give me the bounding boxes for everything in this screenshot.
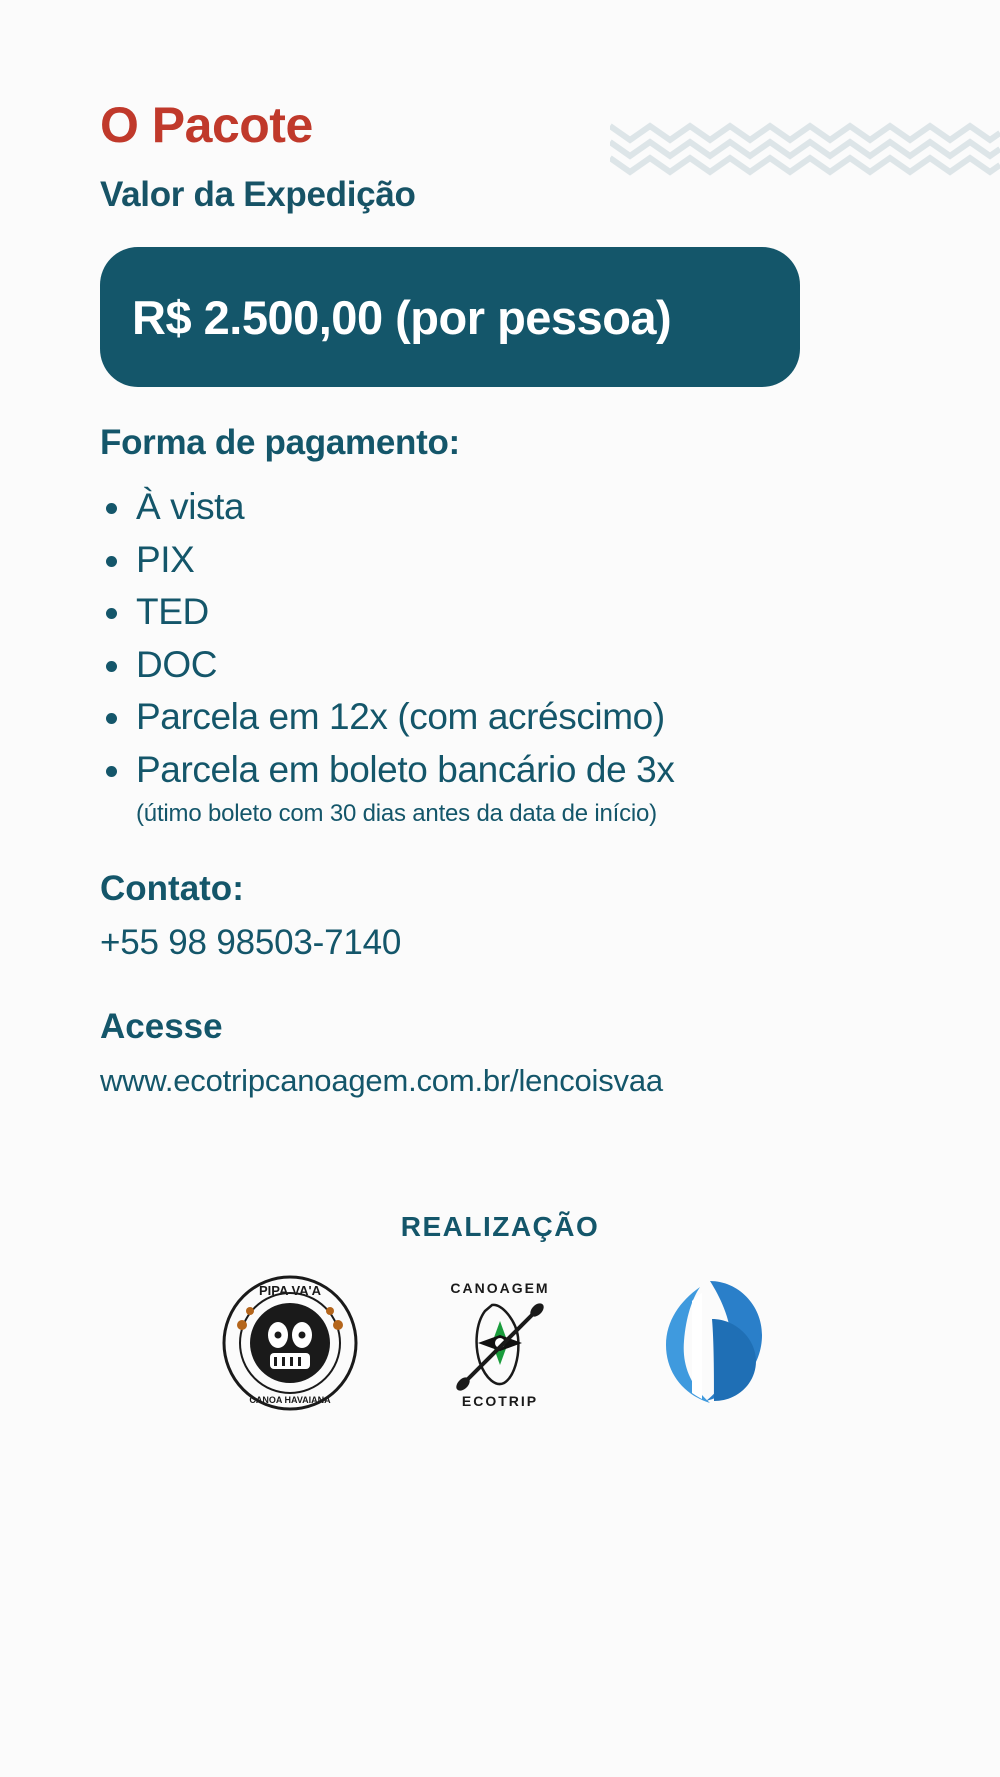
canoagem-ecotrip-logo xyxy=(430,1273,570,1413)
list-item xyxy=(100,744,900,830)
payment-options-list xyxy=(100,481,900,829)
payment-option-label: PIX xyxy=(136,538,195,580)
payment-option-label: DOC xyxy=(136,643,218,685)
list-item xyxy=(100,481,900,534)
svg-text:PIPA VA'A: PIPA VA'A xyxy=(258,1283,322,1299)
list-item xyxy=(100,534,900,587)
page-title: O Pacote xyxy=(100,97,313,153)
payment-option-label: Parcela em 12x (com acréscimo) xyxy=(136,696,665,738)
price-value: R$ 2.500,00 (por pessoa) xyxy=(132,290,672,344)
access-url[interactable]: www.ecotripcanoagem.com.br/lencoisvaa xyxy=(100,1063,663,1099)
contact-heading: Contato: xyxy=(100,869,244,909)
k-blue-logo xyxy=(640,1273,780,1413)
contact-phone[interactable]: +55 98 98503-7140 xyxy=(100,923,402,963)
page-subtitle: Valor da Expedição xyxy=(100,175,416,214)
payment-option-label: À vista xyxy=(136,486,245,527)
price-badge xyxy=(100,247,800,387)
access-heading: Acesse xyxy=(100,1007,223,1047)
list-item xyxy=(100,691,900,744)
pipa-vaa-logo xyxy=(220,1273,360,1413)
svg-text:ECOTRIP: ECOTRIP xyxy=(461,1393,539,1410)
payment-option-label: TED xyxy=(136,591,209,633)
svg-text:CANOAGEM: CANOAGEM xyxy=(450,1280,550,1297)
payment-note: (útimo boleto com 30 dias antes da data de início) xyxy=(136,800,657,828)
payment-option-label: Parcela em boleto bancário de 3x xyxy=(136,748,675,790)
svg-text:CANOA HAVAIANA: CANOA HAVAIANA xyxy=(249,1395,331,1406)
partner-logos xyxy=(100,1273,900,1413)
realization-label: REALIZAÇÃO xyxy=(400,1211,600,1243)
list-item xyxy=(100,586,900,639)
payment-heading: Forma de pagamento: xyxy=(100,423,460,462)
list-item xyxy=(100,639,900,692)
